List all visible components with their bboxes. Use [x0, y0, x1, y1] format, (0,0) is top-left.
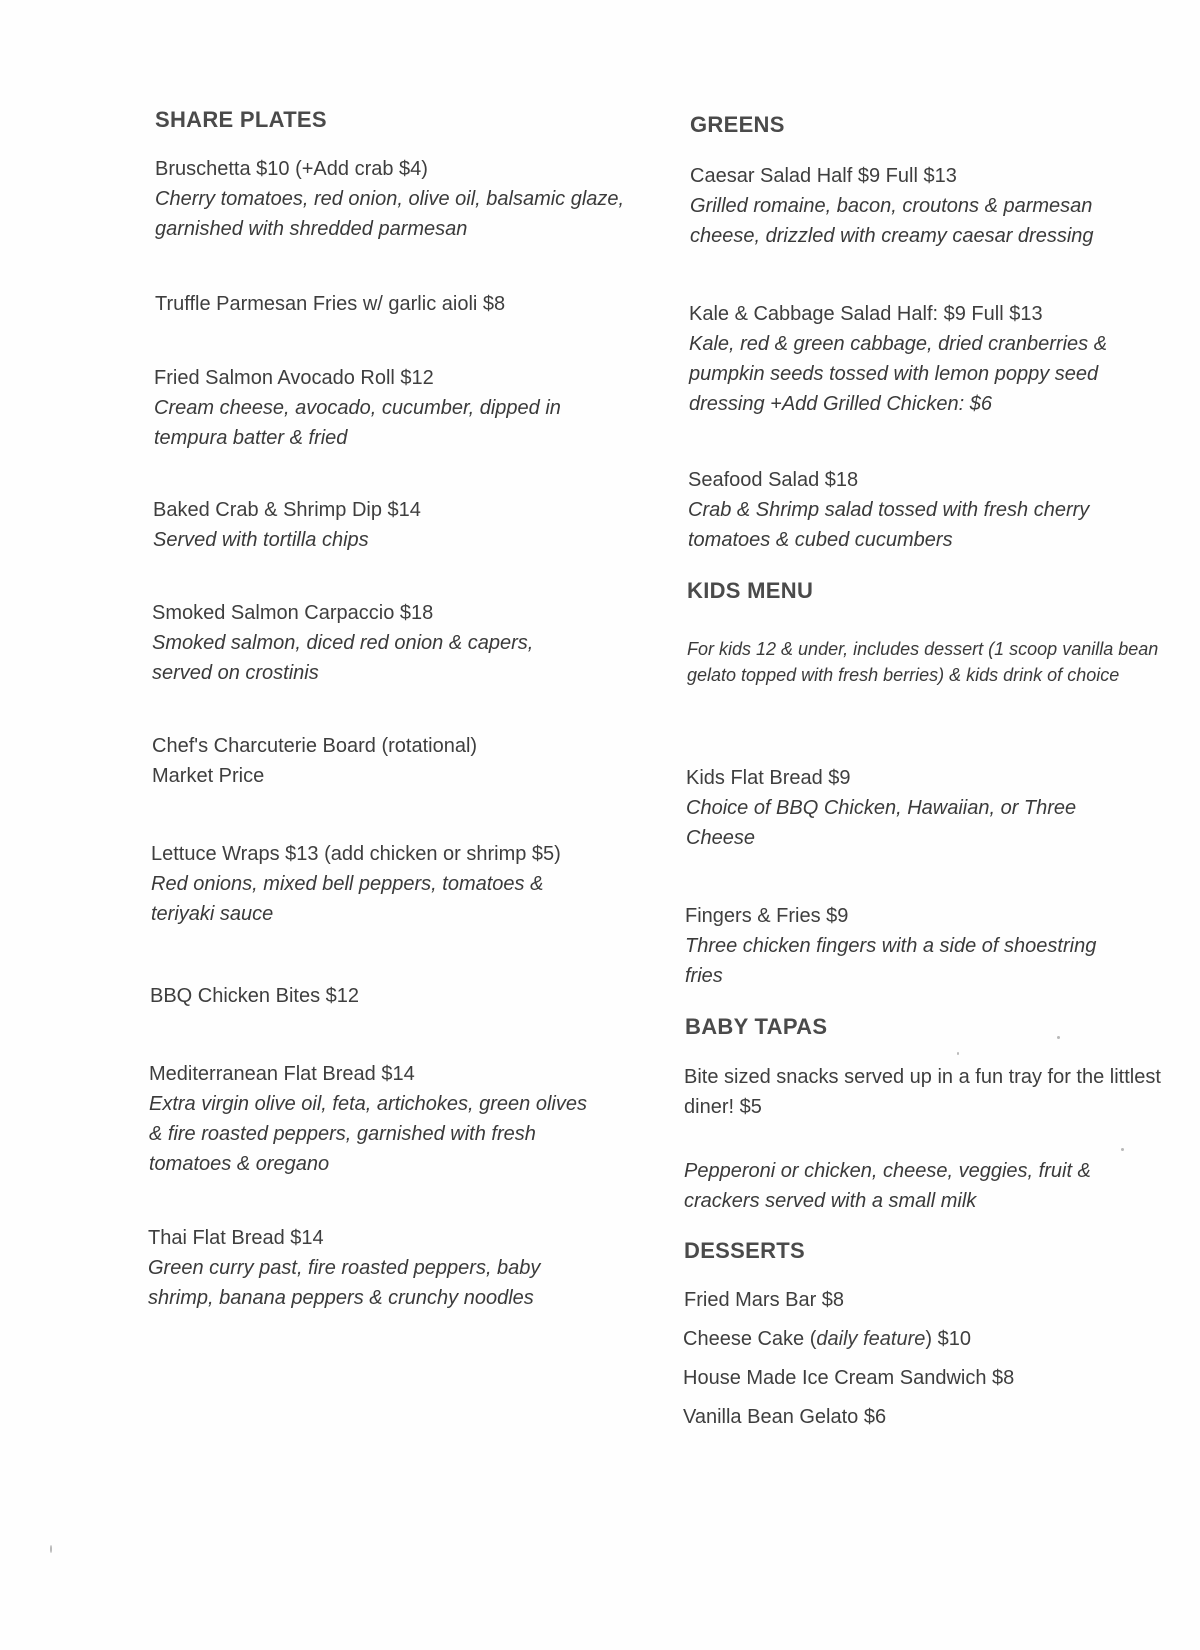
dessert-item	[683, 1364, 1014, 1392]
dessert-item	[683, 1403, 886, 1431]
item-name: Seafood Salad $18	[688, 469, 859, 491]
baby-tapas-contents-text: Pepperoni or chicken, cheese, veggies, fruit & crackers served with a small milk	[684, 1160, 1091, 1212]
scan-speck	[1121, 1148, 1124, 1151]
menu-item-charcuterie	[152, 732, 632, 791]
item-name: Fried Salmon Avocado Roll $12	[154, 367, 434, 389]
dessert-item	[683, 1325, 971, 1353]
kids-menu-intro	[687, 636, 1167, 688]
baby-tapas-line: Bite sized snacks served up in a fun tray for the littlest diner! $5	[684, 1066, 1161, 1118]
kids-menu-intro-text: For kids 12 & under, includes dessert (1 scoop vanilla bean gelato topped with fresh berries) & kids drink of choice	[687, 639, 1159, 685]
item-description: Served with tortilla chips	[153, 529, 369, 551]
scan-speck	[50, 1545, 52, 1553]
greens-heading: GREENS	[690, 112, 785, 137]
share-plates-heading: SHARE PLATES	[155, 107, 327, 132]
menu-item-caesar-salad	[690, 162, 1170, 251]
dessert-text-end: ) $10	[925, 1328, 971, 1350]
item-name: Caesar Salad Half $9 Full $13	[690, 165, 957, 187]
menu-item-bruschetta	[155, 155, 635, 244]
menu-item-salmon-roll	[154, 364, 634, 453]
item-description: Green curry past, fire roasted peppers, baby shrimp, banana peppers & crunchy noodles	[148, 1257, 541, 1309]
item-description: Cream cheese, avocado, cucumber, dipped in tempura batter & fried	[154, 397, 561, 449]
item-name: Bruschetta $10 (+Add crab $4)	[155, 158, 428, 180]
item-description: Smoked salmon, diced red onion & capers, served on crostinis	[152, 632, 534, 684]
item-description: Extra virgin olive oil, feta, artichokes, green olives & fire roasted peppers, garnished with fresh tomatoes & oregano	[149, 1093, 587, 1175]
item-description: Choice of BBQ Chicken, Hawaiian, or Three Cheese	[686, 797, 1077, 849]
item-name: Lettuce Wraps $13 (add chicken or shrimp $5)	[151, 843, 561, 865]
dessert-italic-note: daily feature	[816, 1328, 926, 1350]
item-description: Kale, red & green cabbage, dried cranberries & pumpkin seeds tossed with lemon poppy seed dressing +Add Grilled Chicken: $6	[689, 333, 1108, 415]
item-name: Kids Flat Bread $9	[686, 767, 851, 789]
item-name: Baked Crab & Shrimp Dip $14	[153, 499, 421, 521]
dessert-item	[684, 1286, 844, 1314]
item-name: Smoked Salmon Carpaccio $18	[152, 602, 434, 624]
kids-menu-heading: KIDS MENU	[687, 578, 814, 603]
item-name: Mediterranean Flat Bread $14	[149, 1063, 415, 1085]
menu-item-crab-dip	[153, 496, 633, 555]
dessert-text: Vanilla Bean Gelato $6	[683, 1406, 887, 1428]
item-name: Fingers & Fries $9	[685, 905, 849, 927]
dessert-text: Cheese Cake (	[683, 1328, 817, 1350]
item-description: Cherry tomatoes, red onion, olive oil, balsamic glaze, garnished with shredded parmesan	[155, 188, 625, 240]
item-name: Truffle Parmesan Fries w/ garlic aioli $8	[155, 293, 506, 315]
menu-item-seafood-salad	[688, 466, 1168, 555]
item-name: BBQ Chicken Bites $12	[150, 985, 359, 1007]
scan-speck	[1057, 1036, 1060, 1039]
scan-speck	[957, 1052, 959, 1055]
baby-tapas-contents	[684, 1156, 1134, 1216]
menu-item-bbq-bites	[150, 982, 630, 1011]
item-description: Three chicken fingers with a side of shoestring fries	[685, 935, 1097, 987]
item-name: Chef's Charcuterie Board (rotational)	[152, 735, 478, 757]
menu-item-thai-flatbread	[148, 1224, 628, 1313]
baby-tapas-description	[684, 1062, 1164, 1122]
item-name: Kale & Cabbage Salad Half: $9 Full $13	[689, 303, 1043, 325]
item-description: Grilled romaine, bacon, croutons & parmesan cheese, drizzled with creamy caesar dressing	[690, 195, 1094, 247]
item-name: Thai Flat Bread $14	[148, 1227, 324, 1249]
menu-item-fingers-fries	[685, 902, 1165, 991]
menu-item-mediterranean-flatbread	[149, 1060, 629, 1179]
dessert-text: House Made Ice Cream Sandwich $8	[683, 1367, 1015, 1389]
menu-item-kale-salad	[689, 300, 1169, 419]
menu-item-truffle-fries	[155, 290, 635, 319]
dessert-text: Fried Mars Bar $8	[684, 1289, 845, 1311]
desserts-heading: DESSERTS	[684, 1238, 805, 1263]
menu-item-salmon-carpaccio	[152, 599, 632, 688]
item-price-note: Market Price	[152, 765, 265, 787]
menu-item-kids-flatbread	[686, 764, 1166, 853]
item-description: Crab & Shrimp salad tossed with fresh cherry tomatoes & cubed cucumbers	[688, 499, 1090, 551]
menu-item-lettuce-wraps	[151, 840, 631, 929]
item-description: Red onions, mixed bell peppers, tomatoes & teriyaki sauce	[151, 873, 544, 925]
baby-tapas-heading: BABY TAPAS	[685, 1014, 828, 1039]
